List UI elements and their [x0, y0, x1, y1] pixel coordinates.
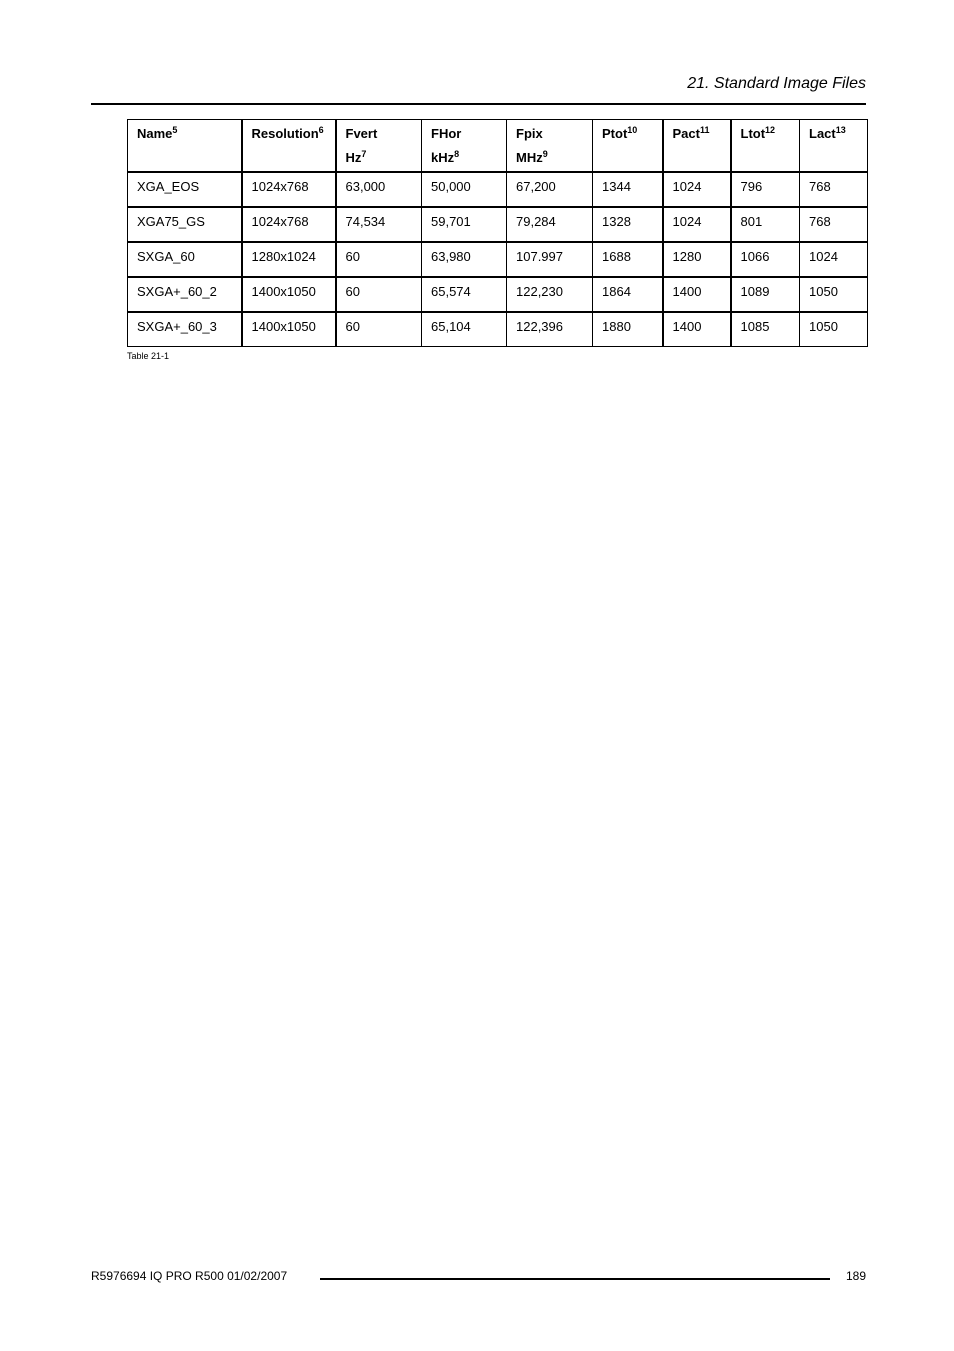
- cell-ptot: 1880: [593, 312, 663, 347]
- cell-ltot: 1085: [731, 312, 800, 347]
- col-header-ltot: Ltot$^{12}$: [731, 120, 800, 172]
- col-header-ptot: Ptot$^{10}$: [593, 120, 663, 172]
- col-header-pact: Pact$^{11}$: [663, 120, 731, 172]
- cell-resolution: 1024x768: [242, 207, 336, 242]
- cell-fpix: 122,230: [507, 277, 593, 312]
- cell-name: SXGA+_60_2: [128, 277, 242, 312]
- cell-fhor: 50,000: [422, 172, 507, 207]
- cell-ltot: 796: [731, 172, 800, 207]
- cell-pact: 1024: [663, 172, 731, 207]
- col-header-name: Name$^5$: [128, 120, 242, 172]
- cell-resolution: 1024x768: [242, 172, 336, 207]
- cell-name: SXGA+_60_3: [128, 312, 242, 347]
- page-header-title: 21. Standard Image Files: [687, 75, 866, 92]
- cell-ptot: 1328: [593, 207, 663, 242]
- cell-ptot: 1344: [593, 172, 663, 207]
- cell-lact: 1050: [800, 312, 868, 347]
- cell-fvert: 60: [336, 312, 422, 347]
- cell-pact: 1400: [663, 277, 731, 312]
- cell-fpix: 79,284: [507, 207, 593, 242]
- cell-fpix: 122,396: [507, 312, 593, 347]
- cell-fvert: 60: [336, 277, 422, 312]
- cell-lact: 768: [800, 207, 868, 242]
- cell-resolution: 1400x1050: [242, 277, 336, 312]
- cell-fvert: 63,000: [336, 172, 422, 207]
- table-row: [128, 207, 868, 242]
- col-header-lact: Lact$^{13}$: [800, 120, 868, 172]
- header-divider: [91, 103, 866, 105]
- table-header-row: [128, 120, 868, 172]
- cell-name: XGA_EOS: [128, 172, 242, 207]
- footer-divider: [320, 1278, 830, 1280]
- cell-fhor: 65,574: [422, 277, 507, 312]
- cell-name: XGA75_GS: [128, 207, 242, 242]
- page-footer: [91, 1269, 866, 1285]
- cell-fhor: 63,980: [422, 242, 507, 277]
- cell-pact: 1024: [663, 207, 731, 242]
- table-row: [128, 242, 868, 277]
- cell-resolution: 1400x1050: [242, 312, 336, 347]
- cell-name: SXGA_60: [128, 242, 242, 277]
- table-caption: Table 21-1: [127, 351, 170, 361]
- col-header-fvert: Fvert Hz$^7$: [336, 120, 422, 172]
- table-row: [128, 172, 868, 207]
- cell-lact: 768: [800, 172, 868, 207]
- cell-fpix: 67,200: [507, 172, 593, 207]
- col-header-fhor: FHor kHz$^8$: [422, 120, 507, 172]
- image-files-table: [127, 119, 868, 347]
- cell-fvert: 60: [336, 242, 422, 277]
- page-number: 189: [845, 1269, 866, 1283]
- cell-ltot: 1066: [731, 242, 800, 277]
- col-header-fpix: Fpix MHz$^9$: [507, 120, 593, 172]
- cell-ptot: 1688: [593, 242, 663, 277]
- cell-pact: 1280: [663, 242, 731, 277]
- col-header-resolution: Resolution$^6$: [242, 120, 336, 172]
- cell-ltot: 1089: [731, 277, 800, 312]
- cell-ltot: 801: [731, 207, 800, 242]
- cell-lact: 1024: [800, 242, 868, 277]
- cell-resolution: 1280x1024: [242, 242, 336, 277]
- table-row: [128, 277, 868, 312]
- cell-fhor: 65,104: [422, 312, 507, 347]
- footer-doc-info: R5976694 IQ PRO R500 01/02/2007: [91, 1269, 288, 1283]
- cell-pact: 1400: [663, 312, 731, 347]
- cell-fpix: 107.997: [507, 242, 593, 277]
- cell-ptot: 1864: [593, 277, 663, 312]
- cell-fvert: 74,534: [336, 207, 422, 242]
- cell-fhor: 59,701: [422, 207, 507, 242]
- cell-lact: 1050: [800, 277, 868, 312]
- table-row: [128, 312, 868, 347]
